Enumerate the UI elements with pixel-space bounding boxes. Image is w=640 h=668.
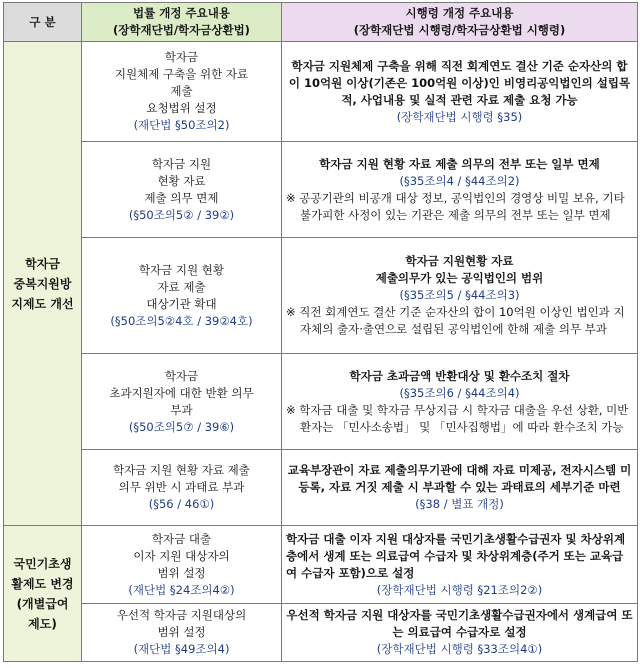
law-cell: 학자금 지원체제 구축을 위한 자료 제출 요청법위 설정 (재단법 §50조의2) — [82, 42, 282, 142]
table-row — [4, 604, 638, 662]
decree-cell: 학자금 대출 이자 지원 대상자를 국민기초생활수급권자 및 차상위계층에서 생계 또는 의료급여 수급자 및 차상위계층(주거 또는 교육급여 수급자 포함)으로 설정 (장학재단법 시행령 §21조의2②) — [282, 526, 638, 604]
law-cell: 학자금 지원 현황 자료 제출 의무 위반 시 과태료 부과 (§56 / 46①) — [82, 450, 282, 526]
decree-cell: 학자금 지원 현황 자료 제출 의무의 전부 또는 일부 면제 (§35조의4 / §44조의2) ※ 공공기관의 비공개 대상 정보, 공익법인의 경영상 비밀 보유, 기타 불가피한 사정이 있는 기관은 제출 의무의 전부 또는 일부 면제 — [282, 142, 638, 238]
category-basic-livelihood: 국민기초생 활제도 변경 (개별급여 제도) — [4, 526, 82, 662]
table-row — [4, 354, 638, 450]
table-row — [4, 42, 638, 142]
table-row — [4, 450, 638, 526]
decree-cell: 학자금 지원현황 자료 제출의무가 있는 공익법인의 범위 (§35조의5 / §44조의3) ※ 직전 회계연도 결산 기준 순자산의 합이 10억원 이상인 법인과 지자체의 출자·출연으로 설립된 공익법인에 한해 제출 의무 부과 — [282, 238, 638, 354]
category-student-aid-duplication: 학자금 중복지원방 지제도 개선 — [4, 42, 82, 526]
law-amendment-table — [3, 2, 638, 662]
law-cell: 학자금 초과지원자에 대한 반환 의무 부과 (§50조의5⑦ / 39⑥) — [82, 354, 282, 450]
decree-cell: 학자금 지원체제 구축을 위해 직전 회계연도 결산 기준 순자산의 합이 10억원 이상(기존은 100억원 이상)인 비영리공익법인의 설립목적, 사업내용 및 실적 관련 자료 제출 요청 가능 (장학재단법 시행령 §35) — [282, 42, 638, 142]
header-row — [4, 3, 638, 42]
law-cell: 우선적 학자금 지원대상의 범위 설정 (재단법 §49조의4) — [82, 604, 282, 662]
header-category: 구 분 — [4, 3, 82, 42]
law-cell: 학자금 지원 현황 자료 제출 대상기관 확대 (§50조의5②4호 / 39②4호) — [82, 238, 282, 354]
decree-cell: 우선적 학자금 지원 대상자를 국민기초생활수급권자에서 생계급여 또는 의료급여 수급자로 설정 (장학재단법 시행령 §33조의4①) — [282, 604, 638, 662]
decree-cell: 교육부장관이 자료 제출의무기관에 대해 자료 미제공, 전자시스템 미등록, 자료 거짓 제출 시 부과할 수 있는 과태료의 세부기준 마련 (§38 / 별표 개정) — [282, 450, 638, 526]
law-cell: 학자금 지원 현황 자료 제출 의무 면제 (§50조의5② / 39②) — [82, 142, 282, 238]
header-law: 법률 개정 주요내용 (장학재단법/학자금상환법) — [82, 3, 282, 42]
law-cell: 학자금 대출 이자 지원 대상자의 범위 설정 (재단법 §24조의4②) — [82, 526, 282, 604]
decree-cell: 학자금 초과금액 반환대상 및 환수조치 절차 (§35조의6 / §44조의4) ※ 학자금 대출 및 학자금 무상지급 시 학자금 대출을 우선 상환, 미반환자는 「민사소송법」 및 「민사집행법」에 따라 환수조치 가능 — [282, 354, 638, 450]
table-row — [4, 238, 638, 354]
table-row — [4, 142, 638, 238]
header-decree: 시행령 개정 주요내용 (장학재단법 시행령/학자금상환법 시행령) — [282, 3, 638, 42]
table-row — [4, 526, 638, 604]
